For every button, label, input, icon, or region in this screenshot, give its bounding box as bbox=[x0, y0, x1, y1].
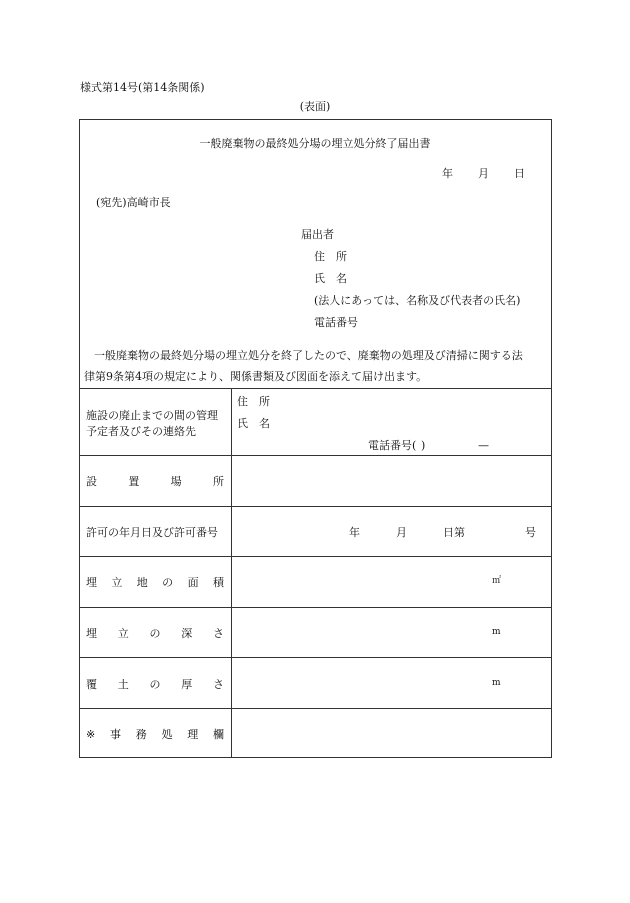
divider-line bbox=[79, 388, 552, 389]
label-char: 欄 bbox=[212, 728, 224, 741]
label-char: の bbox=[162, 576, 174, 589]
label-char: 厚 bbox=[181, 678, 193, 691]
contact-name-field[interactable]: 氏 名 bbox=[237, 417, 270, 430]
label-char: 覆 bbox=[86, 678, 97, 691]
divider-line bbox=[79, 506, 552, 507]
cover-label bbox=[86, 679, 224, 690]
label-char: 場 bbox=[170, 475, 182, 488]
depth-label bbox=[86, 628, 224, 639]
label-char: 積 bbox=[212, 576, 224, 589]
label-char: 深 bbox=[181, 627, 193, 640]
date-year-field[interactable]: 年 bbox=[442, 167, 453, 180]
body-text-line1: 一般廃棄物の最終処分場の埋立処分を終了したので、廃棄物の処理及び清掃に関する法 bbox=[94, 349, 523, 362]
date-day-field[interactable]: 日 bbox=[514, 167, 525, 180]
label-char: 設 bbox=[86, 475, 97, 488]
depth-unit: m bbox=[492, 627, 501, 637]
notifier-address-field[interactable]: 住 所 bbox=[314, 250, 347, 263]
label-char: 埋 bbox=[86, 576, 97, 589]
cover-unit: m bbox=[492, 678, 501, 688]
label-char: 所 bbox=[212, 475, 224, 488]
divider-line bbox=[79, 556, 552, 557]
divider-line bbox=[79, 607, 552, 608]
area-label bbox=[86, 577, 224, 588]
permit-label: 許可の年月日及び許可番号 bbox=[86, 526, 218, 539]
label-char: 面 bbox=[187, 576, 199, 589]
label-char: の bbox=[149, 627, 161, 640]
notifier-heading: 届出者 bbox=[301, 228, 334, 241]
body-text-line2: 律第9条第4項の規定により、関係書類及び図面を添えて届け出ます。 bbox=[84, 370, 428, 383]
label-char: の bbox=[149, 678, 161, 691]
label-char: さ bbox=[213, 627, 224, 640]
contact-address-field[interactable]: 住 所 bbox=[237, 395, 270, 408]
date-month-field[interactable]: 月 bbox=[478, 167, 489, 180]
label-char: 処 bbox=[161, 728, 173, 741]
notifier-phone-field[interactable]: 電話番号 bbox=[314, 316, 358, 329]
permit-day-field[interactable]: 日第 bbox=[443, 526, 465, 539]
label-char: 務 bbox=[135, 728, 147, 741]
label-char: 埋 bbox=[86, 627, 97, 640]
permit-month-field[interactable]: 月 bbox=[396, 526, 407, 539]
divider-line bbox=[79, 455, 552, 456]
contact-label-line2: 予定者及びその連絡先 bbox=[86, 425, 196, 438]
label-char: さ bbox=[213, 678, 224, 691]
label-char: 置 bbox=[128, 475, 140, 488]
label-char: 土 bbox=[117, 678, 129, 691]
label-char: 理 bbox=[187, 728, 199, 741]
label-char: 事 bbox=[109, 728, 121, 741]
contact-phone-paren: ) bbox=[421, 439, 426, 452]
permit-number-field[interactable]: 号 bbox=[525, 526, 536, 539]
form-number: 様式第14号(第14条関係) bbox=[80, 81, 205, 94]
contact-phone-field[interactable]: 電話番号( bbox=[368, 439, 417, 452]
label-char: 立 bbox=[111, 576, 123, 589]
contact-label-line1: 施設の廃止までの間の管理 bbox=[86, 409, 218, 422]
form-title: 一般廃棄物の最終処分場の埋立処分終了届出書 bbox=[199, 137, 431, 150]
label-char: 立 bbox=[117, 627, 129, 640]
office-label bbox=[86, 729, 224, 740]
permit-year-field[interactable]: 年 bbox=[349, 526, 360, 539]
column-divider bbox=[231, 389, 232, 758]
area-unit: ㎡ bbox=[492, 576, 502, 586]
location-label bbox=[86, 476, 224, 487]
label-char: 地 bbox=[136, 576, 148, 589]
addressee: (宛先)高崎市長 bbox=[96, 196, 171, 209]
side-label: (表面) bbox=[299, 100, 331, 113]
notifier-name-field[interactable]: 氏 名 bbox=[314, 272, 347, 285]
label-char: ※ bbox=[86, 728, 96, 741]
notifier-corp-note: (法人にあっては、名称及び代表者の氏名) bbox=[314, 294, 521, 307]
contact-phone-dash: — bbox=[478, 439, 489, 452]
divider-line bbox=[79, 657, 552, 658]
divider-line bbox=[79, 708, 552, 709]
